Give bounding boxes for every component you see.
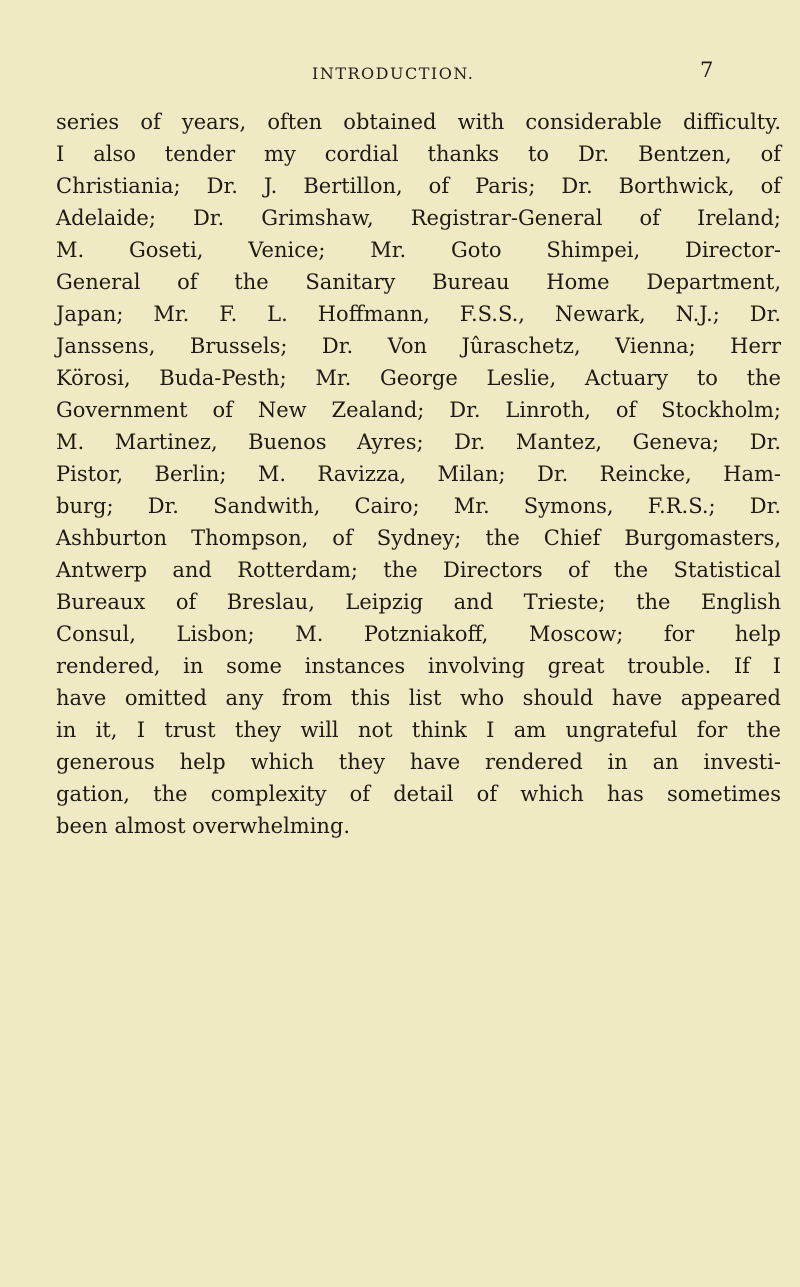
text-line: Consul, Lisbon; M. Potzniakoff, Moscow; for help xyxy=(56,622,781,646)
text-line: Ashburton Thompson, of Sydney; the Chief Burgomasters, xyxy=(56,526,781,550)
body-paragraph xyxy=(56,106,781,842)
text-line: generous help which they have rendered in an investi- xyxy=(56,750,781,774)
text-line: Adelaide; Dr. Grimshaw, Registrar-General of Ireland; xyxy=(56,206,781,230)
text-line: I also tender my cordial thanks to Dr. Bentzen, of xyxy=(56,142,781,166)
text-line: in it, I trust they will not think I am ungrateful for the xyxy=(56,718,781,742)
text-line: Antwerp and Rotterdam; the Directors of the Statistical xyxy=(56,558,781,582)
text-line: Körosi, Buda-Pesth; Mr. George Leslie, Actuary to the xyxy=(56,366,781,390)
text-line: series of years, often obtained with considerable difficulty. xyxy=(56,110,781,134)
text-line: Pistor, Berlin; M. Ravizza, Milan; Dr. Reincke, Ham- xyxy=(56,462,781,486)
text-line: have omitted any from this list who should have appeared xyxy=(56,686,781,710)
text-line: Christiania; Dr. J. Bertillon, of Paris; Dr. Borthwick, of xyxy=(56,174,781,198)
text-line: Janssens, Brussels; Dr. Von Jûraschetz, Vienna; Herr xyxy=(56,334,781,358)
running-title: INTRODUCTION. xyxy=(312,64,475,83)
text-line: gation, the complexity of detail of which has sometimes xyxy=(56,782,781,806)
text-line: rendered, in some instances involving great trouble. If I xyxy=(56,654,781,678)
text-line: Government of New Zealand; Dr. Linroth, of Stockholm; xyxy=(56,398,781,422)
text-line: M. Goseti, Venice; Mr. Goto Shimpei, Director- xyxy=(56,238,781,262)
page-number: 7 xyxy=(700,58,714,82)
text-line: burg; Dr. Sandwith, Cairo; Mr. Symons, F.R.S.; Dr. xyxy=(56,494,781,518)
text-line: General of the Sanitary Bureau Home Department, xyxy=(56,270,781,294)
text-line: M. Martinez, Buenos Ayres; Dr. Mantez, Geneva; Dr. xyxy=(56,430,781,454)
text-line: Japan; Mr. F. L. Hoffmann, F.S.S., Newark, N.J.; Dr. xyxy=(56,302,781,326)
text-line: been almost overwhelming. xyxy=(56,814,351,838)
text-line: Bureaux of Breslau, Leipzig and Trieste; the English xyxy=(56,590,781,614)
running-head xyxy=(0,58,800,88)
